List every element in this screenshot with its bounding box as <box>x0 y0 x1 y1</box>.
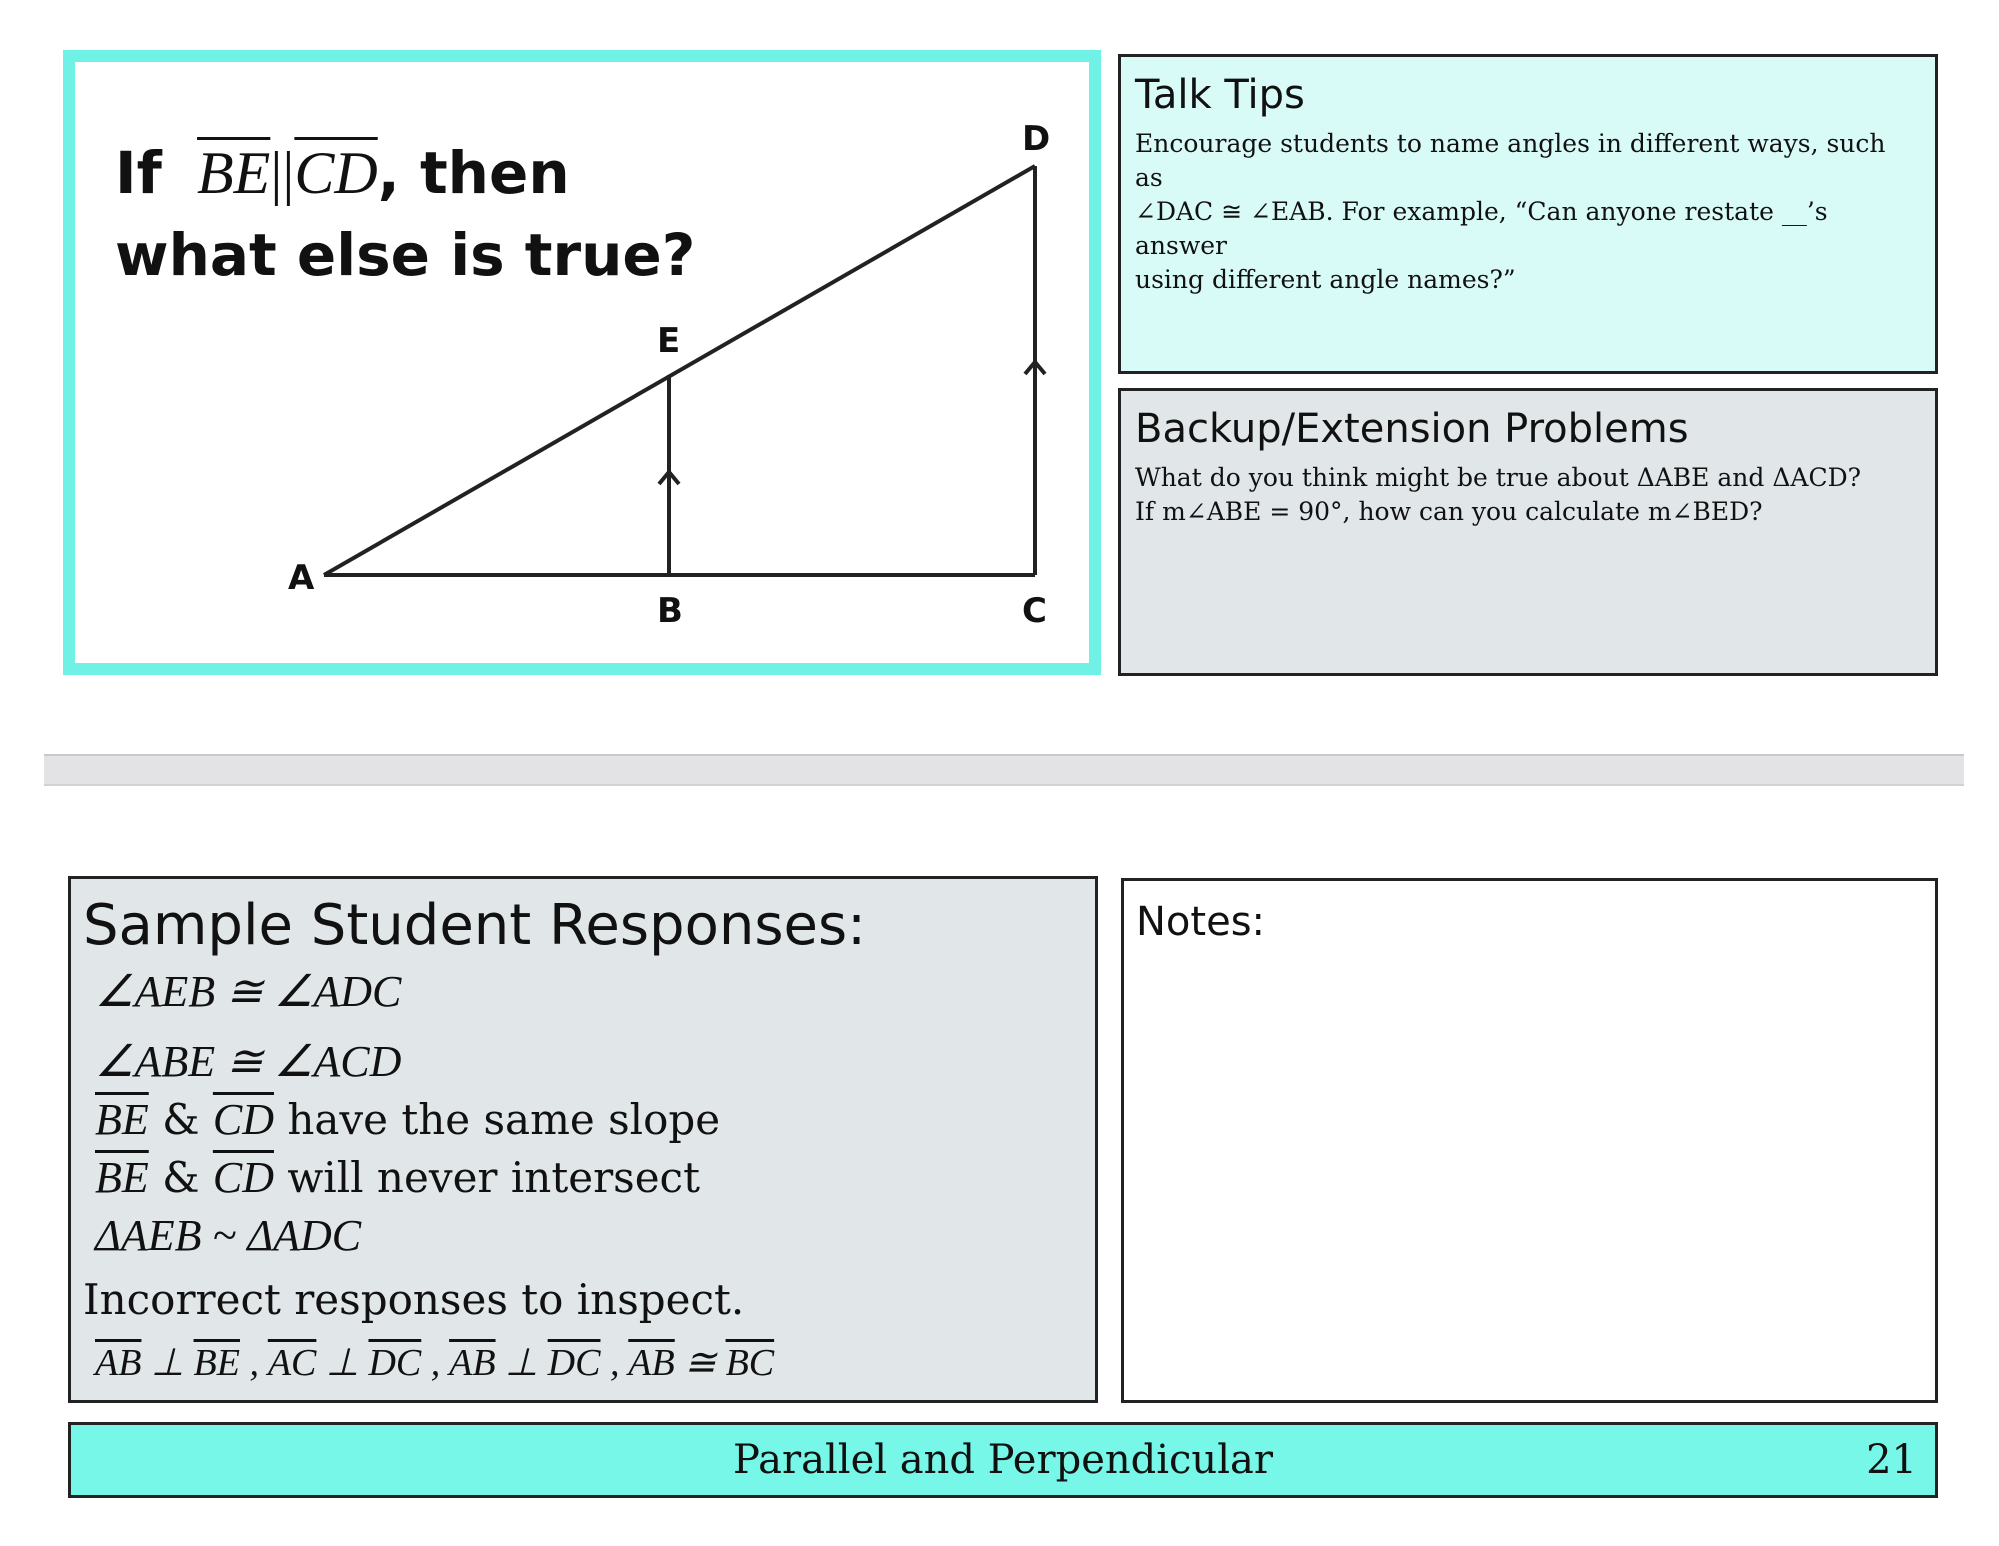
slide-card <box>63 50 1101 675</box>
segment: $\overline{AB}$ <box>449 1342 496 1384</box>
segment-be: $\overline{BE}$ <box>197 140 271 206</box>
point-label-e: E <box>657 321 681 361</box>
separator: , <box>239 1342 268 1384</box>
operator: ⊥ <box>495 1342 548 1384</box>
response-math: ∠AEB ≅ ∠ADC <box>95 967 402 1016</box>
response-text: have the same slope <box>273 1095 721 1144</box>
page-number: 21 <box>1866 1437 1917 1483</box>
incorrect-responses <box>83 1335 1083 1391</box>
question-line-2: what else is true? <box>115 221 696 289</box>
segment: $\overline{AB}$ <box>95 1342 142 1384</box>
notes-label: Notes: <box>1136 899 1266 945</box>
response-item <box>83 1207 1083 1265</box>
question-then: , then <box>377 139 570 207</box>
sample-responses-box <box>68 876 1098 1403</box>
operator: ⊥ <box>316 1342 369 1384</box>
operator: ⊥ <box>141 1342 194 1384</box>
segment-cd: $\overline{CD}$ <box>212 1153 274 1202</box>
talk-tips-box <box>1118 54 1938 374</box>
response-item <box>83 1033 1083 1091</box>
question-if: If <box>115 139 162 207</box>
segment: $\overline{AB}$ <box>628 1342 675 1384</box>
incorrect-responses-label: Incorrect responses to inspect. <box>83 1275 745 1324</box>
point-label-c: C <box>1022 591 1047 631</box>
operator: ≅ <box>674 1342 726 1384</box>
backup-problems-box <box>1118 388 1938 676</box>
segment-be: $\overline{BE}$ <box>95 1095 149 1144</box>
segment: $\overline{AC}$ <box>267 1342 317 1384</box>
response-math: ∠ABE ≅ ∠ACD <box>95 1037 402 1086</box>
talk-tips-title: Talk Tips <box>1135 72 1305 118</box>
point-label-b: B <box>657 591 683 631</box>
point-label-a: A <box>288 558 315 598</box>
segment: $\overline{BE}$ <box>193 1342 240 1384</box>
segment-be: $\overline{BE}$ <box>95 1153 149 1202</box>
triangle-diagram <box>75 62 1089 663</box>
separator: , <box>421 1342 450 1384</box>
segment: $\overline{BC}$ <box>725 1342 775 1384</box>
notes-box[interactable] <box>1121 878 1938 1403</box>
page-footer <box>68 1422 1938 1498</box>
sample-responses-title: Sample Student Responses: <box>83 893 867 958</box>
segment-cd: $\overline{CD}$ <box>294 140 378 206</box>
separator: , <box>600 1342 629 1384</box>
ampersand: & <box>148 1153 213 1202</box>
ampersand: & <box>148 1095 213 1144</box>
response-item <box>83 1149 1083 1207</box>
point-label-d: D <box>1022 119 1051 159</box>
footer-title: Parallel and Perpendicular <box>733 1437 1273 1483</box>
response-item <box>83 963 1083 1021</box>
segment-cd: $\overline{CD}$ <box>212 1095 274 1144</box>
segment: $\overline{DC}$ <box>547 1342 601 1384</box>
response-text: will never intersect <box>273 1153 700 1202</box>
page-divider <box>44 754 1964 786</box>
parallel-symbol: || <box>270 140 295 206</box>
response-item <box>83 1091 1083 1149</box>
backup-line-2: If m∠ABE = 90°, how can you calculate m∠BED? <box>1135 497 1763 526</box>
backup-line-1: What do you think might be true about ΔABE and ΔACD? <box>1135 463 1862 492</box>
segment: $\overline{DC}$ <box>368 1342 422 1384</box>
backup-title: Backup/Extension Problems <box>1135 406 1689 452</box>
line-ad <box>324 166 1035 575</box>
talk-tips-body: Encourage students to name angles in different ways, such as ∠DAC ≅ ∠EAB. For example, “Can anyone restate __’s answer using different angle names?” <box>1135 129 1886 294</box>
response-math: ΔAEB ~ ΔADC <box>95 1211 362 1260</box>
